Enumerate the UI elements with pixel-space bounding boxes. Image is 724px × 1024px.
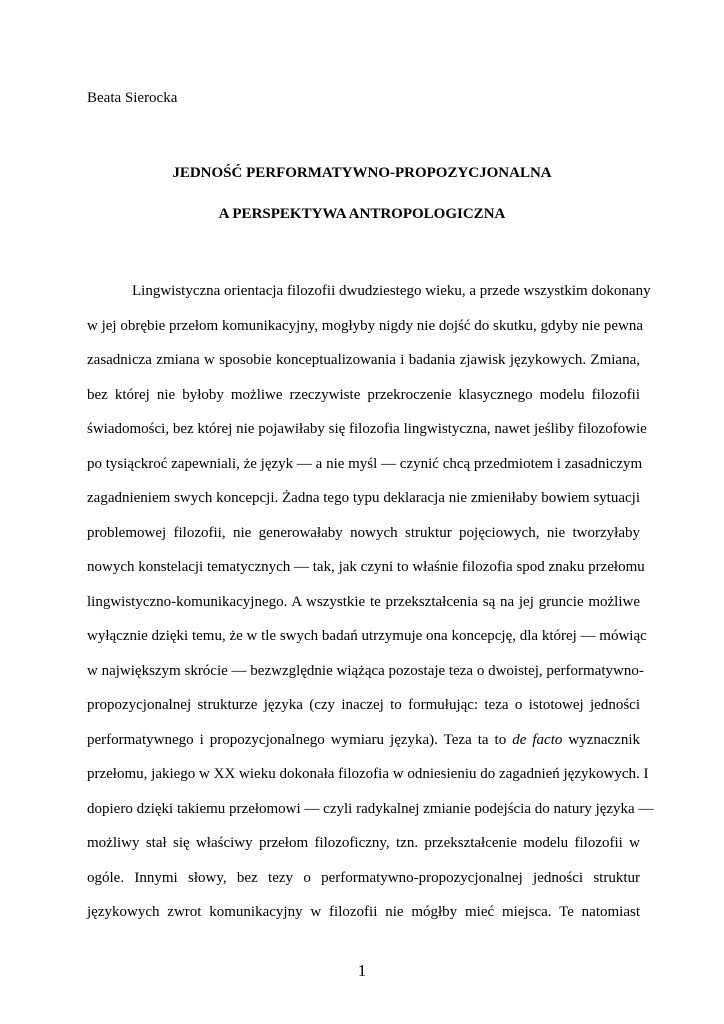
paragraph-line: dopiero dzięki takiemu przełomowi — czyli radykalnej zmianie podejścia do natury języka — (87, 800, 654, 817)
paragraph-line: bez której nie byłoby możliwe rzeczywiste przekroczenie klasycznego modelu filozofii (87, 386, 640, 403)
paragraph-line: językowych zwrot komunikacyjny w filozofii nie mógłby mieć miejsca. Te natomiast (87, 904, 640, 920)
paragraph-line: propozycjonalnej strukturze języka (czy inaczej to formułując: teza o istotowej jedności (87, 697, 640, 713)
title-line-1: JEDNOŚĆ PERFORMATYWNO-PROPOZYCJONALNA (172, 165, 552, 181)
paragraph-line: problemowej filozofii, nie generowałaby nowych struktur pojęciowych, nie tworzyłaby (87, 524, 640, 541)
paragraph-line: w jej obrębie przełom komunikacyjny, mogłyby nigdy nie dojść do skutku, gdyby nie pewna (87, 317, 644, 334)
paragraph-line: wyłącznie dzięki temu, że w tle swych badań utrzymuje ona koncepcję, dla której — mówiąc (87, 628, 647, 644)
body-paragraph (87, 274, 654, 930)
title-line-2: A PERSPEKTYWA ANTROPOLOGICZNA (218, 206, 506, 222)
paragraph-line: możliwy stał się właściwy przełom filozoficzny, tzn. przekształcenie modelu filozofii w (87, 835, 640, 851)
paragraph-line: zasadnicza zmiana w sposobie konceptualizowania i badania zjawisk językowych. Zmiana, (87, 352, 640, 368)
paragraph-line-segment: performatywnego i propozycjonalnego wymiaru języka). Teza ta to (87, 731, 513, 748)
paragraph-line-with-italic (87, 723, 640, 758)
paragraph-line: ogóle. Innymi słowy, bez tezy o performatywno-propozycjonalnej jedności struktur (87, 869, 640, 886)
paragraph-line-segment: wyznacznik (562, 731, 640, 748)
paragraph-line: przełomu, jakiego w XX wieku dokonała filozofia w odniesieniu do zagadnień językowych. I (87, 766, 649, 782)
paragraph-line: Lingwistyczna orientacja filozofii dwudziestego wieku, a przede wszystkim dokonany (132, 283, 651, 299)
paragraph-line: lingwistyczno-komunikacyjnego. A wszystkie te przekształcenia są na jej gruncie możliwe (87, 593, 640, 610)
italic-phrase: de facto (512, 731, 563, 748)
paragraph-line: zagadnieniem swych koncepcji. Żadna tego typu deklaracja nie zmieniłaby bowiem sytuacji (87, 490, 640, 506)
paragraph-line: świadomości, bez której nie pojawiłaby się filozofia lingwistyczna, nawet jeśliby filozofowie (87, 421, 647, 437)
paragraph-line: nowych konstelacji tematycznych — tak, jak czyni to właśnie filozofia spod znaku przełomu (87, 559, 645, 575)
author-name: Beata Sierocka (87, 90, 178, 106)
paragraph-line: po tysiąckroć zapewniali, że język — a nie myśl — czynić chcą przedmiotem i zasadniczym (87, 455, 643, 472)
page-number: 1 (357, 961, 367, 980)
paragraph-line: w największym skrócie — bezwzględnie wiążąca pozostaje teza o dwoistej, performatywno- (87, 662, 644, 679)
